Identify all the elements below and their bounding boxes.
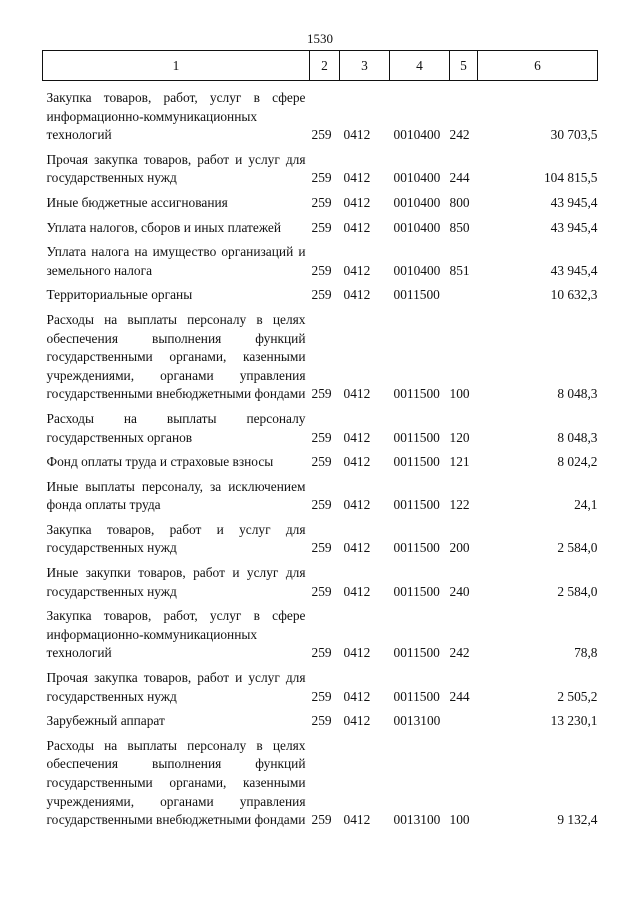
amount: 43 945,4 <box>550 262 598 278</box>
ministry-code: 259 <box>311 127 332 143</box>
expense-type-code: 121 <box>449 454 470 470</box>
section-code: 0412 <box>343 688 371 704</box>
expense-type-code: 242 <box>449 645 470 661</box>
ministry-code: 259 <box>311 386 332 402</box>
section-code: 0412 <box>343 812 371 828</box>
target-article-code: 0011500 <box>393 540 440 556</box>
ministry-code: 259 <box>311 713 332 729</box>
expense-item-name: Закупка товаров, работ, услуг в сфере информационно-коммуникационных технологий <box>46 90 306 143</box>
section-code: 0412 <box>343 287 371 303</box>
expense-type-code: 100 <box>449 812 470 828</box>
section-code: 0412 <box>343 429 371 445</box>
expense-item-name: Уплата налога на имущество организаций и земельного налога <box>46 244 306 278</box>
section-code: 0412 <box>343 194 371 210</box>
ministry-code: 259 <box>311 688 332 704</box>
expense-item-name: Фонд оплаты труда и страховые взносы <box>46 454 274 470</box>
header-cell: 5 <box>450 51 478 81</box>
expense-item-name: Закупка товаров, работ и услуг для государственных нужд <box>46 521 306 556</box>
expense-type-code: 240 <box>449 583 470 599</box>
ministry-code: 259 <box>311 454 332 470</box>
table-row <box>43 607 598 669</box>
section-code: 0412 <box>343 219 371 235</box>
header-cell: 4 <box>390 51 450 81</box>
ministry-code: 259 <box>311 812 332 828</box>
expense-type-code: 242 <box>449 127 470 143</box>
section-code: 0412 <box>343 170 371 186</box>
expense-item-name: Иные закупки товаров, работ и услуг для государственных нужд <box>46 565 306 599</box>
expense-type-code: 120 <box>449 429 470 445</box>
expense-type-code: 200 <box>449 540 470 556</box>
target-article-code: 0013100 <box>393 713 441 729</box>
amount: 43 945,4 <box>550 194 598 210</box>
target-article-code: 0011500 <box>393 497 440 513</box>
ministry-code: 259 <box>311 194 332 210</box>
table-row <box>43 564 598 607</box>
expense-type-code <box>450 286 478 311</box>
amount: 13 230,1 <box>550 713 598 729</box>
amount: 43 945,4 <box>550 219 598 235</box>
target-article-code: 0011500 <box>393 429 440 445</box>
table-row <box>43 311 598 410</box>
section-code: 0412 <box>343 713 371 729</box>
amount: 24,1 <box>574 497 598 513</box>
section-code: 0412 <box>343 262 371 278</box>
ministry-code: 259 <box>311 497 332 513</box>
target-article-code: 0010400 <box>393 194 441 210</box>
section-code: 0412 <box>343 127 371 143</box>
header-cell: 6 <box>478 51 598 81</box>
target-article-code: 0011500 <box>393 386 440 402</box>
target-article-code: 0011500 <box>393 454 440 470</box>
expense-type-code: 244 <box>449 688 470 704</box>
ministry-code: 259 <box>311 645 332 661</box>
budget-table <box>42 50 598 836</box>
amount: 2 505,2 <box>557 688 598 704</box>
table-row <box>43 286 598 311</box>
section-code: 0412 <box>343 454 371 470</box>
table-row <box>43 194 598 219</box>
target-article-code: 0010400 <box>393 127 441 143</box>
expense-type-code <box>450 712 478 737</box>
expense-item-name: Закупка товаров, работ, услуг в сфере информационно-коммуникационных технологий <box>46 608 306 661</box>
target-article-code: 0011500 <box>393 688 440 704</box>
expense-item-name: Иные бюджетные ассигнования <box>46 194 228 210</box>
table-body <box>43 81 598 836</box>
expense-type-code: 122 <box>449 497 470 513</box>
table-row <box>43 453 598 478</box>
target-article-code: 0010400 <box>393 262 441 278</box>
header-cell: 3 <box>340 51 390 81</box>
expense-type-code: 851 <box>449 262 470 278</box>
page-number: 1530 <box>307 31 333 46</box>
table-row <box>43 478 598 521</box>
ministry-code: 259 <box>311 540 332 556</box>
ministry-code: 259 <box>311 262 332 278</box>
section-code: 0412 <box>343 540 371 556</box>
amount: 9 132,4 <box>557 812 598 828</box>
header-cell: 1 <box>43 51 310 81</box>
table-row <box>43 81 598 151</box>
table-row <box>43 219 598 244</box>
ministry-code: 259 <box>311 219 332 235</box>
section-code: 0412 <box>343 583 371 599</box>
header-row <box>43 51 598 81</box>
table-row <box>43 410 598 453</box>
expense-item-name: Прочая закупка товаров, работ и услуг для государственных нужд <box>46 151 306 186</box>
expense-item-name: Расходы на выплаты персоналу государственных органов <box>46 410 306 445</box>
table-row <box>43 521 598 564</box>
table-row <box>43 712 598 737</box>
table-row <box>43 737 598 836</box>
target-article-code: 0011500 <box>393 583 440 599</box>
target-article-code: 0013100 <box>393 812 441 828</box>
expense-item-name: Зарубежный аппарат <box>46 713 165 729</box>
ministry-code: 259 <box>311 170 332 186</box>
expense-item-name: Территориальные органы <box>46 287 193 303</box>
expense-item-name: Расходы на выплаты персоналу в целях обеспечения выполнения функций государственными органами, казенными учреждениями, органами управления государственными внебюджетными фондами <box>46 311 306 402</box>
header-cell: 2 <box>310 51 340 81</box>
amount: 10 632,3 <box>550 287 598 303</box>
expense-item-name: Расходы на выплаты персоналу в целях обеспечения выполнения функций государственными органами, казенными учреждениями, органами управления государственными внебюджетными фондами <box>46 737 306 828</box>
target-article-code: 0011500 <box>393 645 440 661</box>
expense-item-name: Уплата налогов, сборов и иных платежей <box>46 219 282 235</box>
amount: 30 703,5 <box>550 127 598 143</box>
expense-item-name: Прочая закупка товаров, работ и услуг для государственных нужд <box>46 670 306 704</box>
ministry-code: 259 <box>311 583 332 599</box>
expense-type-code: 800 <box>449 194 470 210</box>
expense-type-code: 100 <box>449 386 470 402</box>
amount: 8 024,2 <box>557 454 598 470</box>
amount: 8 048,3 <box>557 386 598 402</box>
expense-type-code: 244 <box>449 170 470 186</box>
section-code: 0412 <box>343 497 371 513</box>
section-code: 0412 <box>343 386 371 402</box>
table-row <box>43 669 598 712</box>
target-article-code: 0010400 <box>393 219 441 235</box>
target-article-code: 0010400 <box>393 170 441 186</box>
ministry-code: 259 <box>311 429 332 445</box>
expense-type-code: 850 <box>449 219 470 235</box>
amount: 104 815,5 <box>543 170 598 186</box>
table-row <box>43 243 598 286</box>
ministry-code: 259 <box>311 287 332 303</box>
table-row <box>43 151 598 194</box>
target-article-code: 0011500 <box>393 287 440 303</box>
amount: 78,8 <box>574 645 598 661</box>
amount: 8 048,3 <box>557 429 598 445</box>
expense-item-name: Иные выплаты персоналу, за исключением фонда оплаты труда <box>46 478 306 513</box>
amount: 2 584,0 <box>557 583 598 599</box>
section-code: 0412 <box>343 645 371 661</box>
amount: 2 584,0 <box>557 540 598 556</box>
